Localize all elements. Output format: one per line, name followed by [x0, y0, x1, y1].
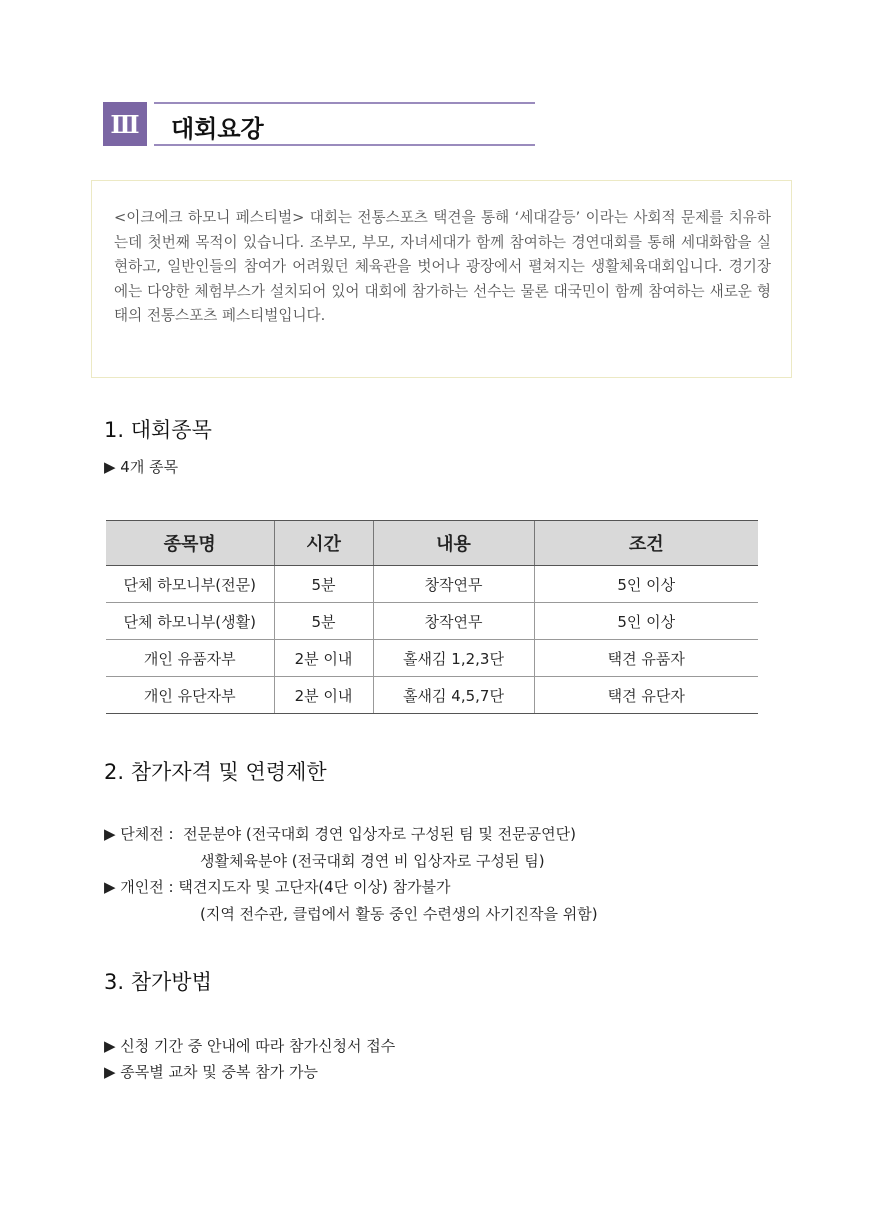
table-cell: 창작연무 [373, 566, 534, 603]
chapter-number-badge: Ⅲ [103, 102, 147, 146]
intro-box: <이크에크 하모니 페스티벌> 대회는 전통스포츠 택견을 통해 ‘세대갈등’ 이라는 사회적 문제를 치유하는데 첫번째 목적이 있습니다. 조부모, 부모, 자녀세대가 함께 참여하는 경연대회를 통해 세대화합을 실현하고, 일반인들의 참여가 어려웠던 체육관을 벗어나 광장에서 펼쳐지는 생활체육대회입니다. 경기장에는 다양한 체험부스가 설치되어 있어 대회에 참가하는 선수는 물론 대국민이 함께 참여하는 새로운 형태의 전통스포츠 페스티벌입니다. [91, 180, 792, 378]
table-cell: 2분 이내 [274, 677, 373, 714]
section2-heading: 2. 참가자격 및 연령제한 [104, 760, 327, 784]
table-cell: 개인 유품자부 [106, 640, 274, 677]
table-header-cell: 조건 [534, 521, 758, 566]
section2-line-individual-sub: (지역 전수관, 클럽에서 활동 중인 수련생의 사기진작을 위함) [200, 905, 598, 923]
section3-bullet: ▶ 신청 기간 중 안내에 따라 참가신청서 접수 [104, 1037, 396, 1055]
table-row [106, 640, 758, 677]
table-cell: 2분 이내 [274, 640, 373, 677]
chapter-top-rule [154, 102, 535, 104]
chapter-bottom-rule [154, 144, 535, 146]
table-cell: 단체 하모니부(생활) [106, 603, 274, 640]
section2-line-team: ▶ 단체전 : 전문분야 (전국대회 경연 입상자로 구성된 팀 및 전문공연단) [104, 825, 576, 843]
table-cell: 택견 유품자 [534, 640, 758, 677]
table-header-cell: 종목명 [106, 521, 274, 566]
chapter-title: 대회요강 [171, 115, 264, 143]
section1-bullet: ▶ 4개 종목 [104, 458, 179, 476]
chapter-header [103, 101, 535, 147]
table-cell: 5분 [274, 603, 373, 640]
table-header-cell: 시간 [274, 521, 373, 566]
table-cell: 홀새김 4,5,7단 [373, 677, 534, 714]
table-cell: 단체 하모니부(전문) [106, 566, 274, 603]
table-cell: 창작연무 [373, 603, 534, 640]
table-header-row [106, 521, 758, 566]
section3-heading: 3. 참가방법 [104, 970, 212, 994]
table-cell: 택견 유단자 [534, 677, 758, 714]
table-header-cell: 내용 [373, 521, 534, 566]
table-row [106, 677, 758, 714]
table-cell: 홀새김 1,2,3단 [373, 640, 534, 677]
table-cell: 5인 이상 [534, 603, 758, 640]
section1-heading: 1. 대회종목 [104, 418, 212, 442]
section2-line-team-sub: 생활체육분야 (전국대회 경연 비 입상자로 구성된 팀) [200, 852, 545, 870]
table-cell: 개인 유단자부 [106, 677, 274, 714]
table-cell: 5분 [274, 566, 373, 603]
table-row [106, 566, 758, 603]
events-table [106, 520, 758, 714]
table-cell: 5인 이상 [534, 566, 758, 603]
table-row [106, 603, 758, 640]
section3-bullet: ▶ 종목별 교차 및 중복 참가 가능 [104, 1063, 319, 1081]
section2-line-individual: ▶ 개인전 : 택견지도자 및 고단자(4단 이상) 참가불가 [104, 878, 451, 896]
